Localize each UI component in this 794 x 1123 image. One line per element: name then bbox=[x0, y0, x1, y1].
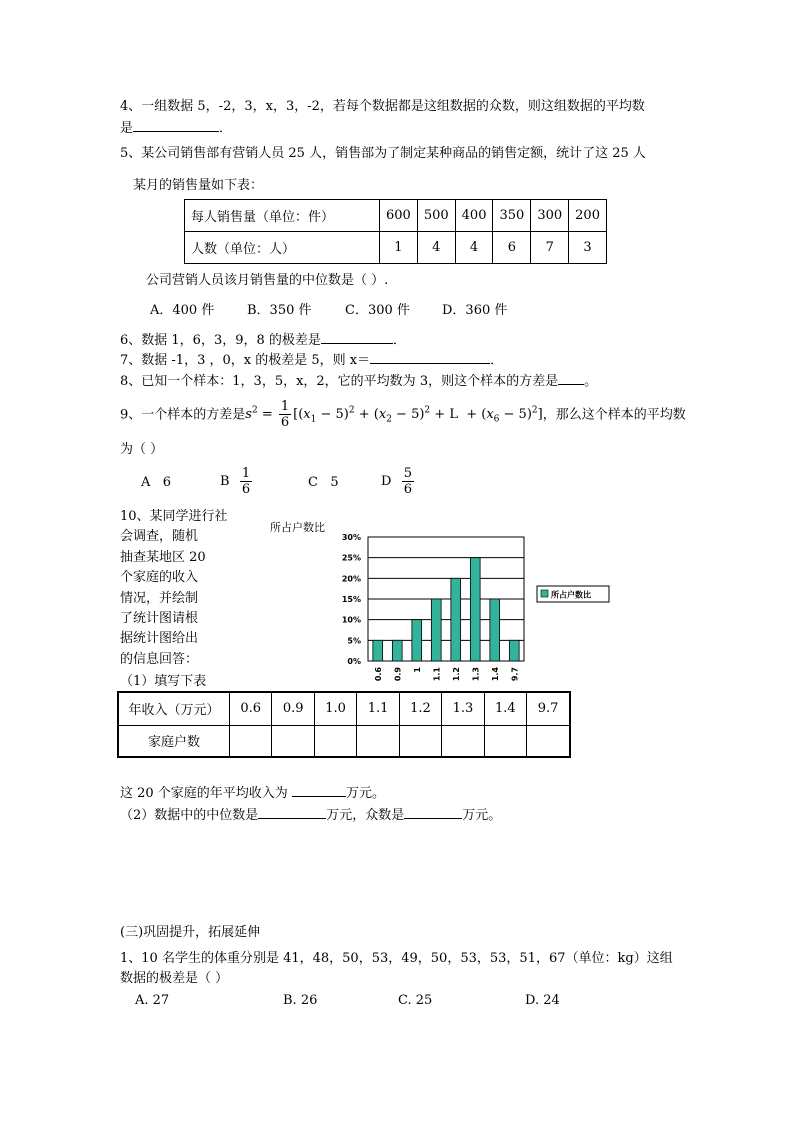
q5-value-cell: 600 bbox=[380, 200, 418, 232]
q6-suffix: ． bbox=[392, 333, 406, 348]
household-count-input[interactable] bbox=[357, 725, 399, 757]
y-tick-label: 30% bbox=[341, 533, 361, 542]
q9-option-b: B $\frac{1}{6}$ bbox=[220, 466, 251, 497]
section3-option-b: B. 26 bbox=[283, 993, 318, 1008]
q5-count-cell: 6 bbox=[493, 232, 531, 264]
q5-count-cell: 4 bbox=[417, 232, 455, 264]
q5-count-cell: 1 bbox=[380, 232, 418, 264]
household-count-input[interactable] bbox=[484, 725, 526, 757]
bar bbox=[470, 558, 480, 661]
q10-income-table bbox=[117, 691, 571, 758]
q10-value-cell: 1.0 bbox=[314, 692, 356, 725]
q10-text-line: 会调查，随机 bbox=[120, 529, 199, 545]
q10-mode-blank[interactable] bbox=[404, 805, 462, 819]
q7-line bbox=[120, 350, 503, 370]
q4-prefix: 是 bbox=[120, 121, 134, 136]
q5-count-cell: 4 bbox=[455, 232, 493, 264]
chart-title: 所占户数比 bbox=[270, 521, 325, 534]
q5-option-c: C．300 件 bbox=[345, 303, 410, 318]
q10-text-line: 据统计图给出 bbox=[120, 631, 199, 647]
q10-median-blank[interactable] bbox=[258, 805, 326, 819]
x-tick-label: 1.1 bbox=[432, 667, 442, 682]
income-bar-chart bbox=[260, 515, 620, 695]
section3-title: (三)巩固提升，拓展延伸 bbox=[120, 925, 261, 940]
q10-average-prefix: 这 20 个家庭的年平均收入为 bbox=[120, 786, 288, 801]
q7-answer-blank[interactable] bbox=[370, 350, 490, 364]
q8-suffix: 。 bbox=[584, 374, 598, 389]
q10-value-cell: 1.1 bbox=[357, 692, 399, 725]
q10-part2-suffix: 万元。 bbox=[462, 808, 502, 823]
q5-value-cell: 300 bbox=[531, 200, 569, 232]
q10-value-cell: 9.7 bbox=[527, 692, 570, 725]
x-tick-label: 1.4 bbox=[490, 667, 500, 682]
q10-average-blank[interactable] bbox=[292, 783, 346, 797]
household-count-input[interactable] bbox=[442, 725, 484, 757]
q9-prefix: 9、一个样本的方差是 bbox=[120, 407, 246, 423]
q9-line2: 为（ ） bbox=[120, 442, 164, 457]
q5-count-cell: 7 bbox=[531, 232, 569, 264]
q10-part2-prefix: （2）数据中的中位数是 bbox=[120, 808, 259, 823]
q5-line1: 5、某公司销售部有营销人员 25 人，销售部为了制定某种商品的销售定额，统计了这 25 人 bbox=[120, 146, 646, 161]
q10-text-line: 的信息回答： bbox=[120, 651, 199, 667]
section3-q1-line1: 1、10 名学生的体重分别是 41，48，50，53，49，50，53，53，51，67（单位：kg）这组 bbox=[120, 951, 673, 966]
x-tick-label: 1 bbox=[412, 667, 422, 673]
y-tick-label: 10% bbox=[341, 615, 361, 625]
q9-option-c: C 5 bbox=[308, 475, 339, 490]
section3-option-a: A. 27 bbox=[135, 993, 170, 1008]
q5-question: 公司营销人员该月销售量的中位数是（ ）. bbox=[146, 273, 389, 288]
q5-line2: 某月的销售量如下表： bbox=[133, 178, 264, 193]
q5-value-cell: 400 bbox=[455, 200, 493, 232]
bar bbox=[373, 640, 383, 661]
y-tick-label: 25% bbox=[341, 553, 361, 563]
y-tick-label: 5% bbox=[347, 636, 361, 646]
q10-part1-label: （1）填写下表 bbox=[120, 674, 207, 689]
x-tick-label: 1.3 bbox=[471, 667, 481, 682]
q5-sales-table bbox=[184, 199, 607, 264]
q5-value-cell: 500 bbox=[417, 200, 455, 232]
q10-table-row2-label: 家庭户数 bbox=[118, 725, 230, 757]
q5-value-cell: 350 bbox=[493, 200, 531, 232]
q4-answer-blank[interactable] bbox=[133, 118, 219, 132]
q4-line2 bbox=[120, 118, 232, 138]
household-count-input[interactable] bbox=[527, 725, 570, 757]
q5-value-cell: 200 bbox=[569, 200, 607, 232]
q6-text: 6、数据 1，6，3，9，8 的极差是 bbox=[120, 333, 321, 348]
x-tick-label: 0.6 bbox=[373, 667, 383, 682]
q6-answer-blank[interactable] bbox=[321, 330, 393, 344]
q10-average-suffix: 万元。 bbox=[345, 786, 385, 801]
q7-text: 7、数据 -1，3 ，0，x 的极差是 5，则 x＝ bbox=[120, 353, 371, 368]
x-tick-label: 0.9 bbox=[393, 667, 403, 682]
household-count-input[interactable] bbox=[399, 725, 441, 757]
q9-option-d: D $\frac{5}{6}$ bbox=[381, 466, 412, 497]
q9-option-a: A 6 bbox=[141, 475, 172, 490]
q8-text: 8、已知一个样本：1，3，5，x，2，它的平均数为 3，则这个样本的方差是 bbox=[120, 374, 559, 389]
q8-line bbox=[120, 371, 597, 391]
bar bbox=[490, 599, 500, 661]
q10-value-cell: 1.4 bbox=[484, 692, 526, 725]
variance-formula: $s^2$ = $\frac{1}{6}$ $[(x_1 - 5)^2 + (x_2 - 5)^2 + L + (x_6 - 5)^2]$ bbox=[245, 399, 543, 431]
q5-option-d: D．360 件 bbox=[442, 303, 508, 318]
household-count-input[interactable] bbox=[230, 725, 272, 757]
x-tick-label: 1.2 bbox=[451, 667, 461, 682]
q5-table-row2-label: 人数（单位：人） bbox=[185, 232, 380, 264]
q5-option-a: A．400 件 bbox=[150, 303, 215, 318]
q9-line1 bbox=[120, 394, 686, 430]
q10-text-line: 情况，并绘制 bbox=[120, 590, 199, 606]
bar bbox=[412, 620, 422, 661]
legend-swatch bbox=[541, 590, 548, 597]
section3-option-c: C. 25 bbox=[398, 993, 433, 1008]
q4-suffix: ． bbox=[219, 121, 233, 136]
q4-line1: 4、一组数据 5，-2，3，x，3，-2，若每个数据都是这组数据的众数，则这组数据的平均数 bbox=[120, 99, 645, 114]
q9-suffix: ，那么这个样本的平均数 bbox=[542, 407, 686, 423]
y-tick-label: 20% bbox=[341, 574, 361, 584]
section3-option-d: D. 24 bbox=[525, 993, 560, 1008]
q10-text-line: 抽查某地区 20 bbox=[120, 549, 206, 565]
q6-line bbox=[120, 330, 406, 350]
q5-table-header: 每人销售量（单位：件） bbox=[185, 200, 380, 232]
q5-option-b: B．350 件 bbox=[247, 303, 312, 318]
y-tick-label: 0% bbox=[347, 657, 361, 666]
q7-suffix: ． bbox=[490, 353, 504, 368]
q10-part2-line bbox=[120, 805, 501, 825]
q10-value-cell: 1.3 bbox=[442, 692, 484, 725]
q10-average-line bbox=[120, 783, 385, 803]
bar bbox=[392, 640, 402, 661]
q5-count-cell: 3 bbox=[569, 232, 607, 264]
bar bbox=[509, 640, 519, 661]
legend-label: 所占户数比 bbox=[551, 590, 591, 600]
bar bbox=[431, 599, 441, 661]
q10-text-line: 了统计图请根 bbox=[120, 611, 199, 627]
q10-text-line: 个家庭的收入 bbox=[120, 570, 199, 586]
section3-q1-line2: 数据的极差是（ ） bbox=[120, 971, 229, 986]
q10-value-cell: 0.6 bbox=[230, 692, 272, 725]
bar bbox=[451, 578, 461, 661]
q10-table-row1-label: 年收入（万元） bbox=[118, 692, 230, 725]
q10-text-line: 10、某同学进行社 bbox=[120, 509, 228, 524]
q10-part2-mid: 万元，众数是 bbox=[326, 808, 405, 823]
household-count-input[interactable] bbox=[314, 725, 356, 757]
x-tick-label: 9.7 bbox=[510, 667, 520, 682]
y-tick-label: 15% bbox=[341, 595, 361, 604]
q10-value-cell: 0.9 bbox=[272, 692, 314, 725]
q10-value-cell: 1.2 bbox=[399, 692, 441, 725]
q10-description bbox=[120, 507, 228, 670]
household-count-input[interactable] bbox=[272, 725, 314, 757]
q8-answer-blank[interactable] bbox=[558, 371, 584, 385]
